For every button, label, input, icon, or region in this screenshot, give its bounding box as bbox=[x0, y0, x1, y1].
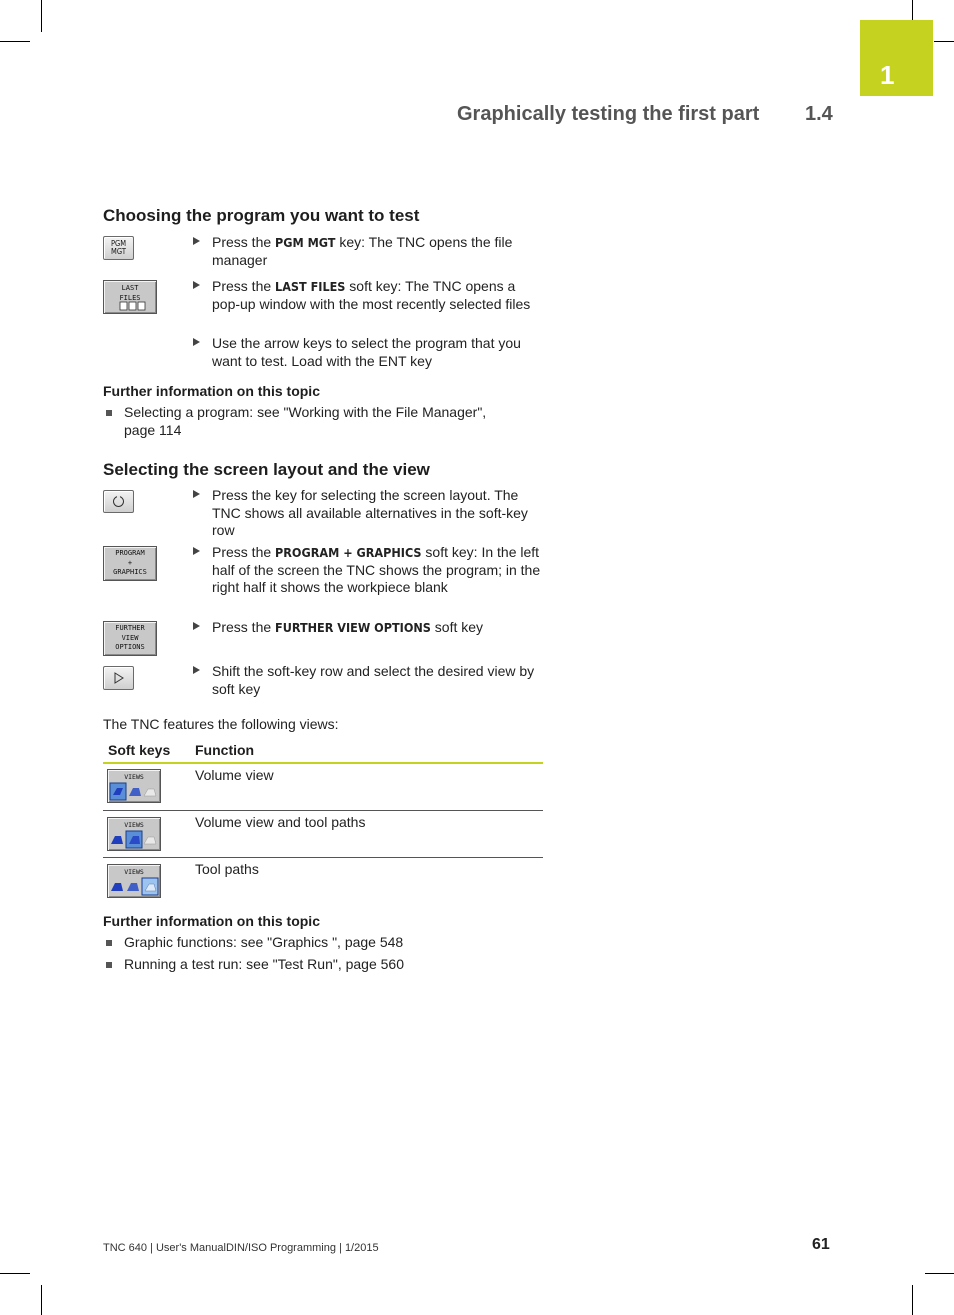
section-title-choosing-program: Choosing the program you want to test bbox=[103, 206, 420, 225]
bullet-icon bbox=[106, 962, 112, 968]
table-row-rule bbox=[103, 810, 543, 811]
crop-mark bbox=[41, 1285, 42, 1315]
softkey-label: FURTHER bbox=[115, 624, 145, 632]
bullet-icon bbox=[106, 940, 112, 946]
files-icon bbox=[118, 301, 148, 311]
section-title-screen-layout: Selecting the screen layout and the view bbox=[103, 460, 430, 479]
step-text: Press the bbox=[212, 234, 276, 250]
running-header-title: Graphically testing the first part bbox=[457, 103, 760, 125]
crop-mark bbox=[0, 41, 30, 42]
step-text: Press the bbox=[212, 619, 276, 635]
key-label: PGM bbox=[110, 239, 127, 248]
softkey-label: LAST bbox=[121, 284, 139, 292]
further-info-heading: Further information on this topic bbox=[103, 383, 320, 399]
views-softkey-volume-toolpaths[interactable] bbox=[107, 817, 161, 851]
screen-layout-key[interactable] bbox=[103, 490, 134, 513]
step-text: Shift the soft-key row and select the desired view by soft key bbox=[212, 663, 535, 697]
step-arrow-icon bbox=[193, 490, 200, 498]
step-keyword: LAST FILES bbox=[275, 279, 346, 294]
softkey-label: GRAPHICS bbox=[113, 568, 147, 576]
crop-mark bbox=[912, 1285, 913, 1315]
step-arrow-icon bbox=[193, 622, 200, 630]
step-keyword: FURTHER VIEW OPTIONS bbox=[275, 620, 431, 635]
step-keyword: PGM MGT bbox=[275, 235, 336, 250]
softkey-label: VIEW bbox=[121, 633, 139, 642]
further-info-heading: Further information on this topic bbox=[103, 913, 320, 929]
views-intro: The TNC features the following views: bbox=[103, 716, 339, 732]
program-graphics-softkey[interactable] bbox=[103, 546, 157, 581]
step-arrow-icon bbox=[193, 281, 200, 289]
step-arrow-icon bbox=[193, 237, 200, 245]
step-text: soft key: In the left half of the screen the TNC shows the program; in the right half it shows the workpiece blank bbox=[212, 544, 541, 596]
running-header-section: 1.4 bbox=[805, 103, 833, 125]
step-arrow-icon bbox=[193, 338, 200, 346]
step-text: soft key bbox=[430, 619, 484, 635]
table-header-rule bbox=[103, 762, 543, 764]
view-function-toolpaths: Tool paths bbox=[195, 861, 259, 877]
shift-right-icon bbox=[104, 667, 133, 689]
step-arrow-icon bbox=[193, 547, 200, 555]
table-row-rule bbox=[103, 857, 543, 858]
step-text: Press the bbox=[212, 278, 276, 294]
crop-mark bbox=[41, 0, 42, 32]
page-number: 61 bbox=[812, 1236, 830, 1253]
screen-layout-icon bbox=[104, 491, 133, 512]
softkey-label: FILES bbox=[119, 293, 141, 302]
further-info-link[interactable]: Selecting a program: see "Working with the File Manager", page 114 bbox=[124, 404, 487, 438]
further-info-link[interactable]: Running a test run: see "Test Run", page 560 bbox=[124, 956, 405, 972]
crop-mark bbox=[934, 41, 954, 42]
key-label: MGT bbox=[111, 247, 126, 256]
last-files-softkey[interactable] bbox=[103, 280, 157, 314]
step-text: Press the key for selecting the screen layout. The TNC shows all available alternatives in the soft-key row bbox=[212, 487, 528, 539]
softkey-label: OPTIONS bbox=[115, 643, 145, 651]
view-function-volume: Volume view bbox=[195, 767, 274, 783]
toolpath-view-icon bbox=[108, 877, 160, 897]
step-text: Use the arrow keys to select the program that you want to test. Load with the ENT key bbox=[212, 335, 521, 369]
softkey-label: PROGRAM bbox=[115, 549, 145, 557]
table-header-function: Function bbox=[195, 742, 255, 758]
softkey-shift-key[interactable] bbox=[103, 666, 134, 690]
softkey-label: VIEWS bbox=[124, 868, 144, 876]
step-arrow-icon bbox=[193, 666, 200, 674]
table-header-softkeys: Soft keys bbox=[108, 742, 171, 758]
pgm-mgt-key[interactable] bbox=[103, 236, 134, 260]
step-text: soft key: The TNC opens a pop-up window with the most recently selected files bbox=[212, 278, 531, 312]
bullet-icon bbox=[106, 410, 112, 416]
step-text: Press the bbox=[212, 544, 276, 560]
crop-mark bbox=[0, 1273, 30, 1274]
softkey-label: VIEWS bbox=[124, 821, 144, 829]
softkey-label: + bbox=[127, 558, 133, 567]
softkey-label: VIEWS bbox=[124, 773, 144, 781]
step-keyword: PROGRAM + GRAPHICS bbox=[275, 545, 422, 560]
further-view-options-softkey[interactable] bbox=[103, 621, 157, 656]
chapter-number: 1 bbox=[880, 60, 895, 90]
crop-mark bbox=[912, 0, 913, 20]
views-softkey-toolpaths[interactable] bbox=[107, 864, 161, 898]
views-softkey-volume[interactable] bbox=[107, 769, 161, 803]
crop-mark bbox=[925, 1273, 954, 1274]
volume-view-icon bbox=[108, 782, 160, 802]
further-info-link[interactable]: Graphic functions: see "Graphics ", page 548 bbox=[124, 934, 404, 950]
step-text: key: The TNC opens the file manager bbox=[212, 234, 513, 268]
volume-toolpath-view-icon bbox=[108, 830, 160, 850]
page-footer: TNC 640 | User's ManualDIN/ISO Programming | 1/2015 bbox=[103, 1242, 379, 1254]
chapter-tab bbox=[860, 20, 933, 96]
view-function-volume-toolpaths: Volume view and tool paths bbox=[195, 814, 366, 830]
